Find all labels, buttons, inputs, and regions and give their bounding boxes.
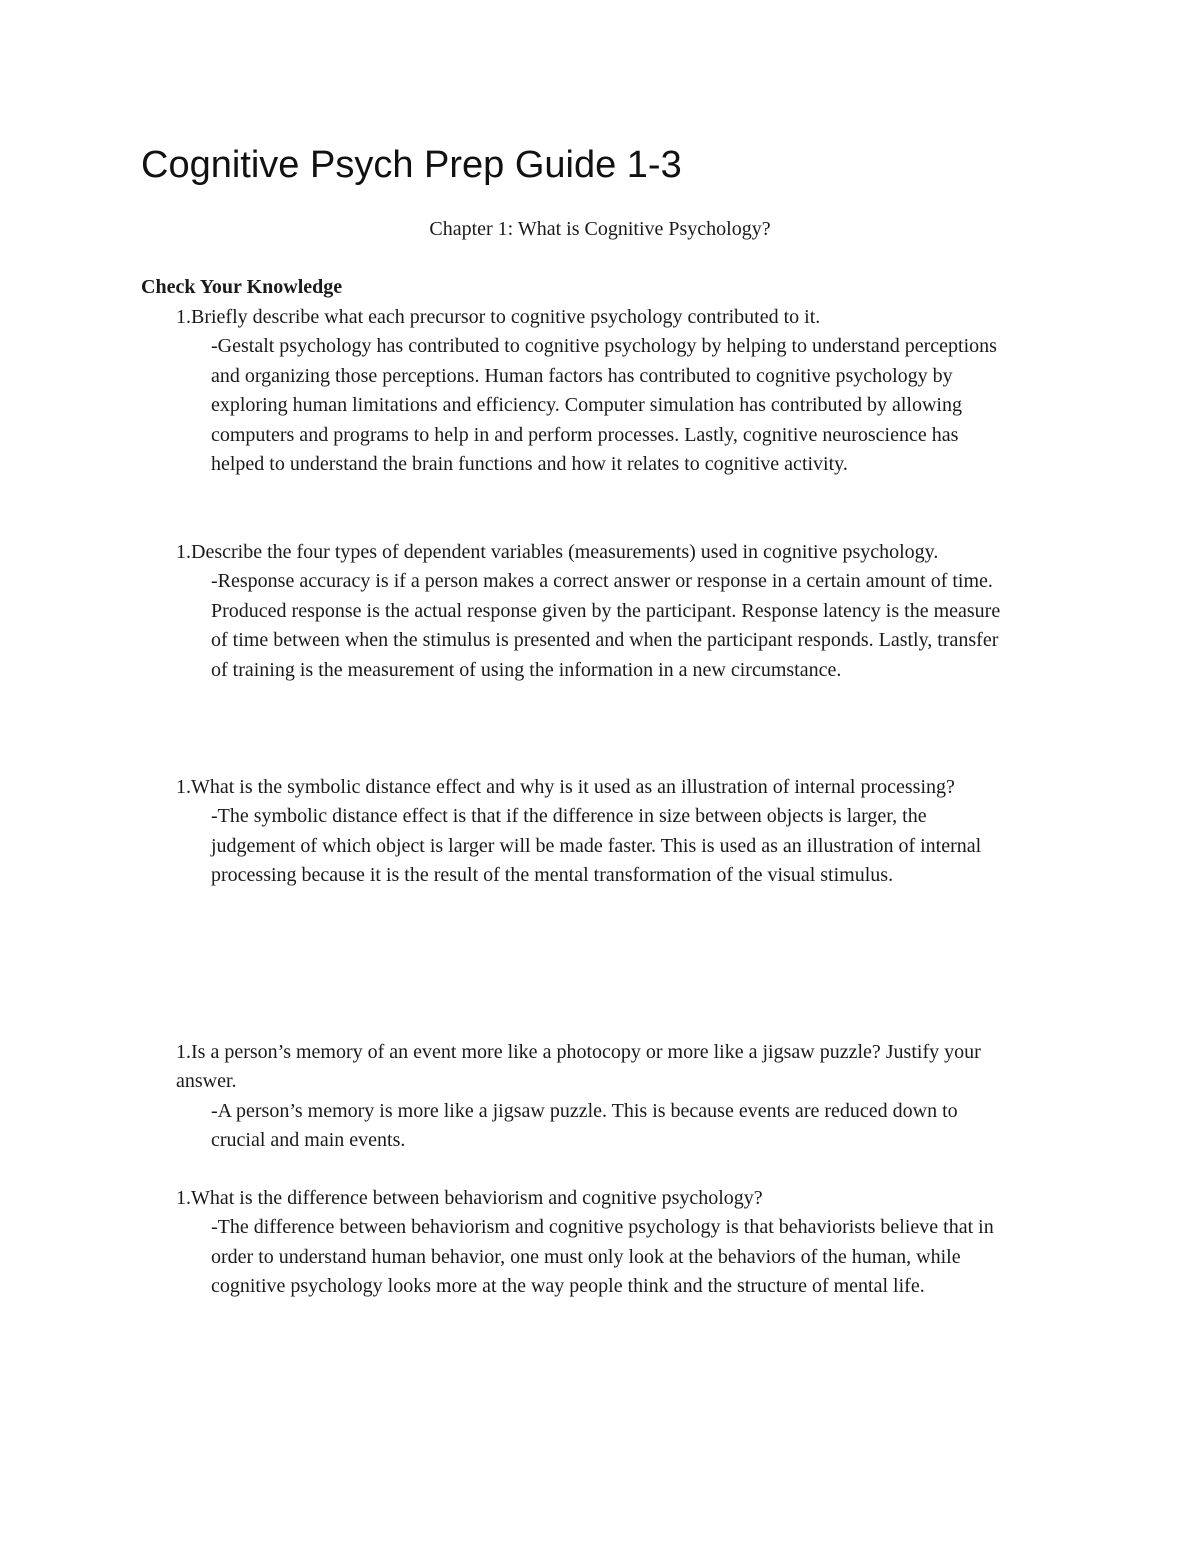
question-text: 1.Briefly describe what each precursor to cognitive psychology contributed to it. <box>176 306 821 328</box>
question-text: 1.What is the symbolic distance effect and why is it used as an illustration of internal processing? <box>176 776 955 798</box>
qa-item-5 <box>176 1184 1006 1302</box>
qa-item-4 <box>176 1038 1006 1156</box>
question-text: 1.Describe the four types of dependent variables (measurements) used in cognitive psychology. <box>176 541 939 563</box>
qa-item-1 <box>176 303 1006 479</box>
chapter-heading: Chapter 1: What is Cognitive Psychology? <box>429 218 771 240</box>
question-text: 1.Is a person’s memory of an event more like a photocopy or more like a jigsaw puzzle? Justify your answer. <box>176 1041 981 1093</box>
answer-text: -Gestalt psychology has contributed to cognitive psychology by helping to understand perceptions and organizing those perceptions. Human factors has contributed to cognitive psychology by exploring human limitations and efficiency. Computer simulation has contributed by allowing computers and programs to help in and perform processes. Lastly, cognitive neuroscience has helped to understand the brain functions and how it relates to cognitive activity. <box>211 335 997 476</box>
qa-item-3 <box>176 773 1006 891</box>
answer-text: -Response accuracy is if a person makes a correct answer or response in a certain amount of time. Produced response is the actual response given by the participant. Response latency is the measure of time between when the stimulus is presented and when the participant responds. Lastly, transfer of training is the measurement of using the information in a new circumstance. <box>211 570 1001 681</box>
answer-text: -The symbolic distance effect is that if the difference in size between objects is larger, the judgement of which object is larger will be made faster. This is used as an illustration of internal processing because it is the result of the mental transformation of the visual stimulus. <box>211 805 982 887</box>
answer-text: -The difference between behaviorism and cognitive psychology is that behaviorists believe that in order to understand human behavior, one must only look at the behaviors of the human, while cognitive psychology looks more at the way people think and the structure of mental life. <box>211 1216 994 1298</box>
question-text: 1.What is the difference between behaviorism and cognitive psychology? <box>176 1187 763 1209</box>
qa-item-2 <box>176 538 1006 685</box>
answer-text: -A person’s memory is more like a jigsaw puzzle. This is because events are reduced down to crucial and main events. <box>211 1099 958 1152</box>
section-heading: Check Your Knowledge <box>141 276 343 298</box>
document-title: Cognitive Psych Prep Guide 1-3 <box>141 144 682 186</box>
